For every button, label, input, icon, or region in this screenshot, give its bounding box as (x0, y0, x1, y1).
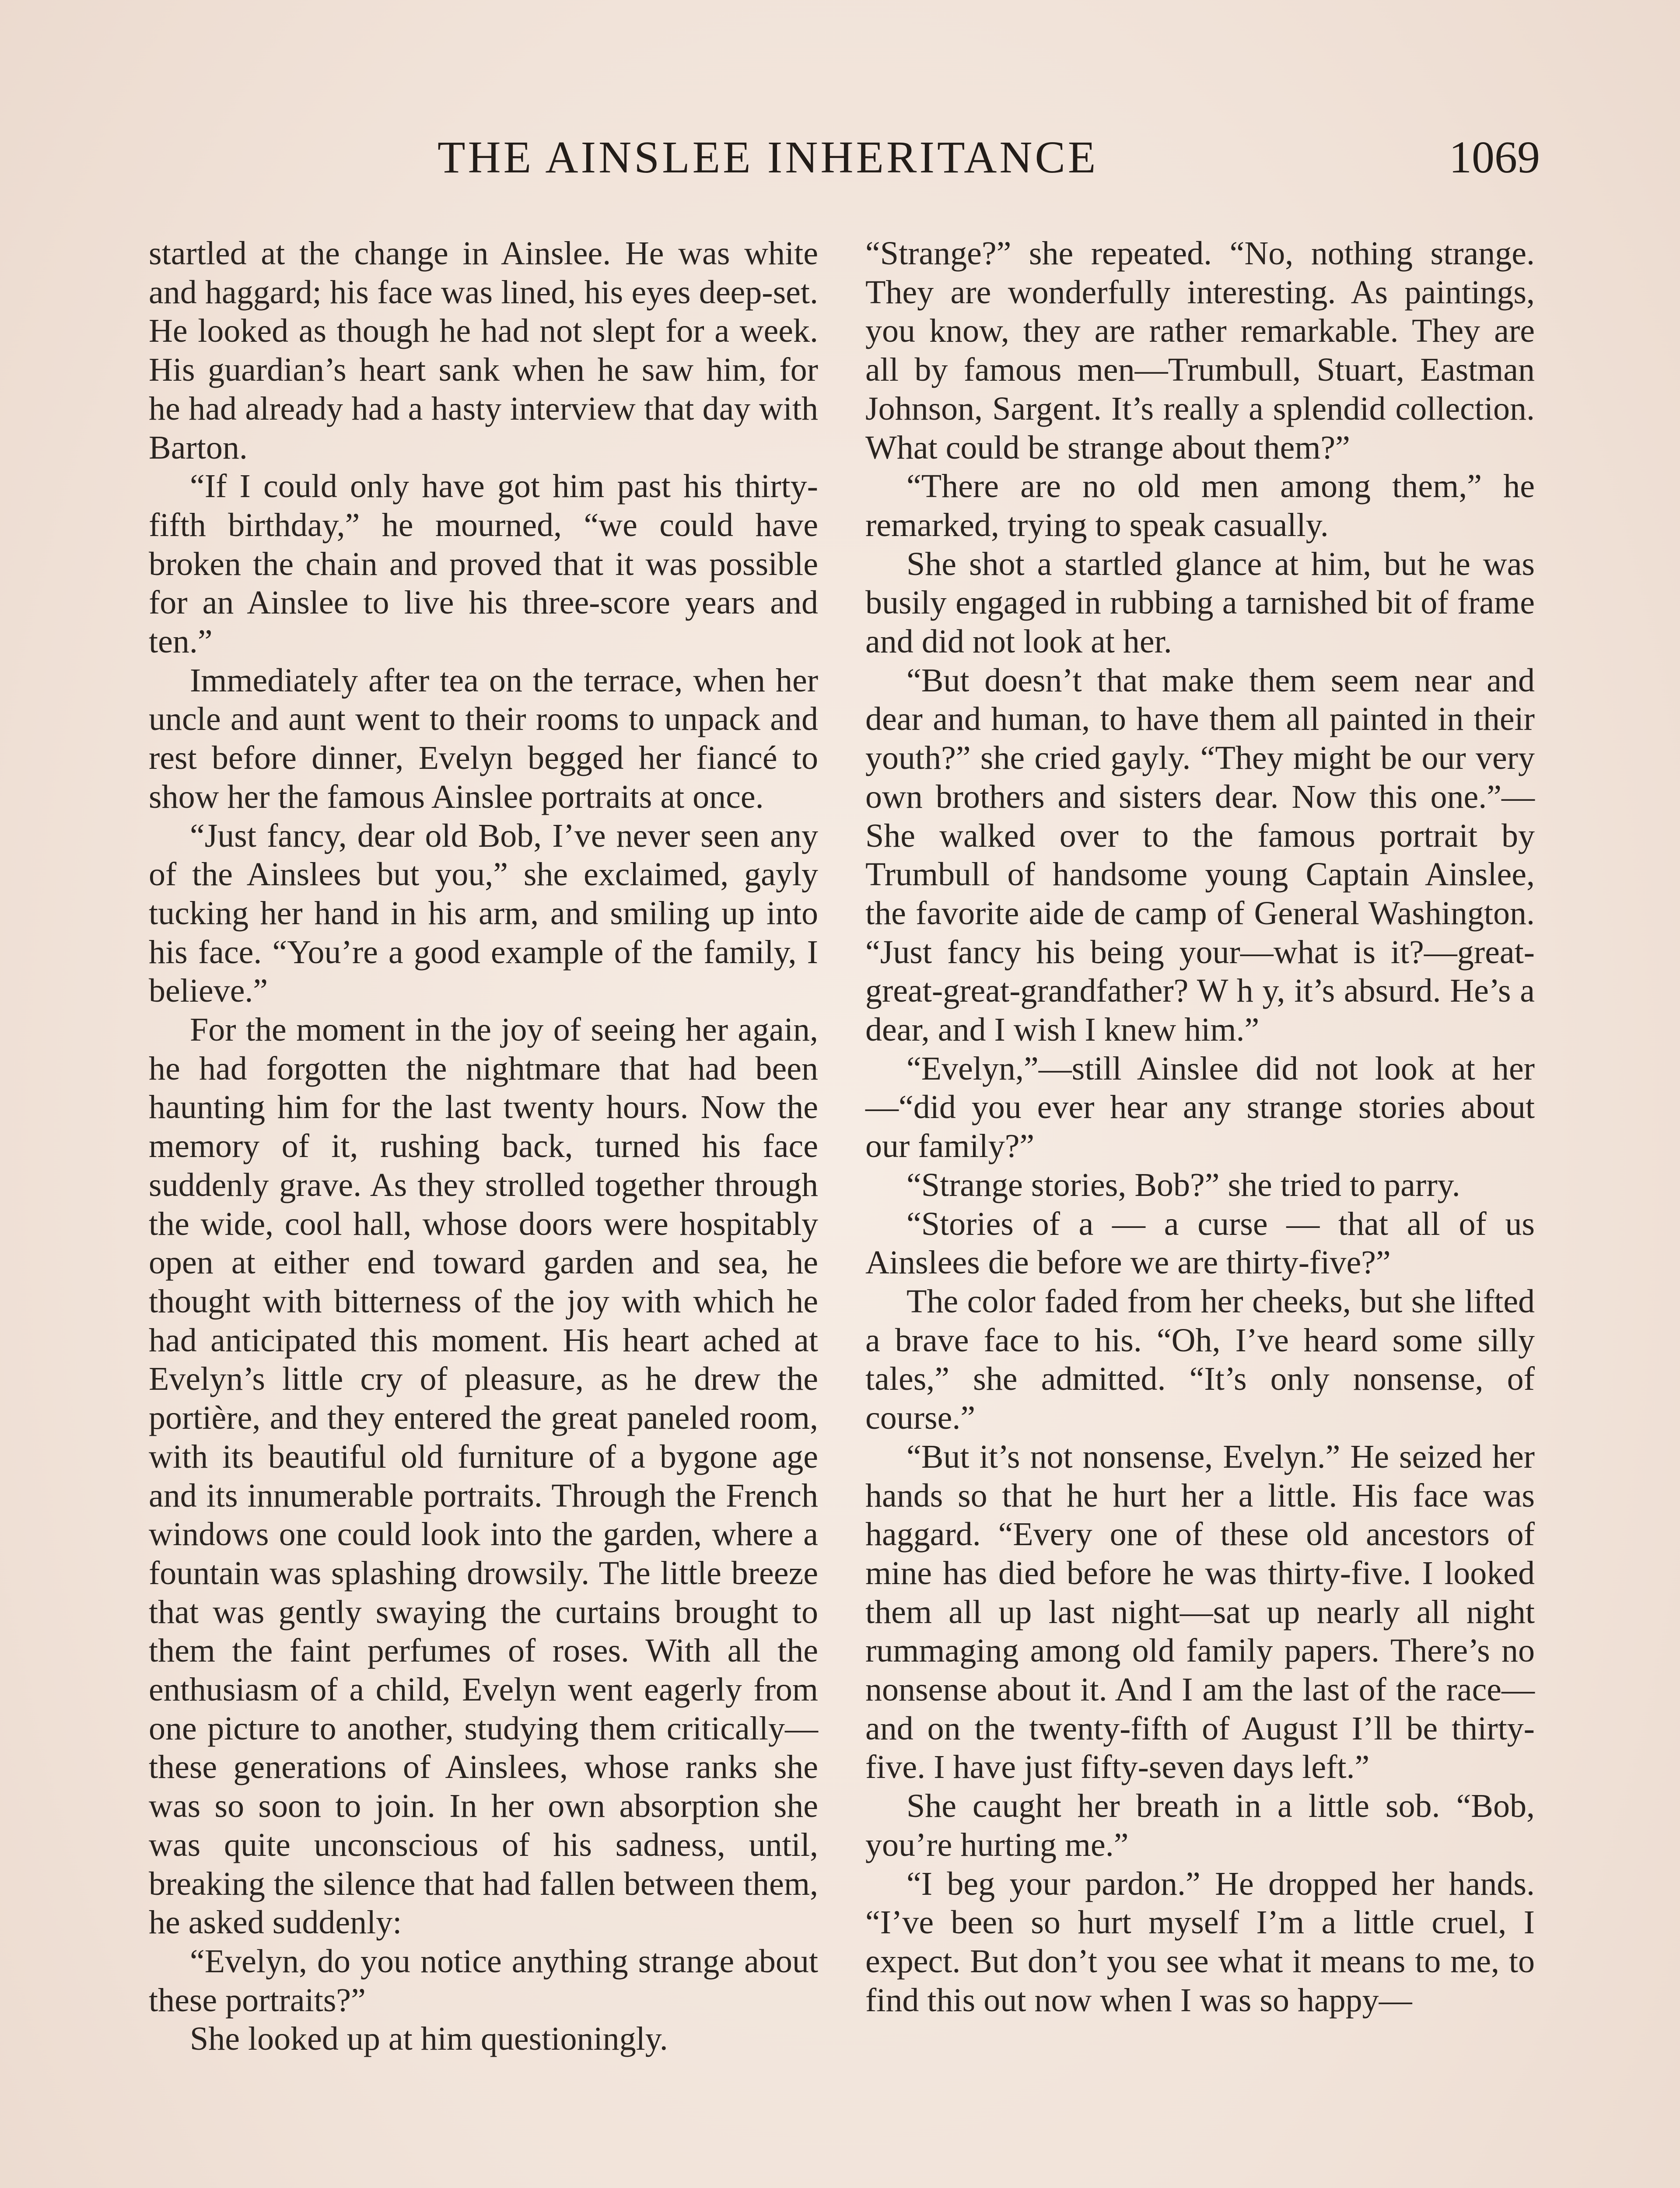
paragraph: She shot a startled glance at him, but he was busily engaged in rubbing a tarnished bit of frame and did not look at her. (865, 545, 1535, 660)
paragraph: “Strange?” she repeated. “No, nothing strange. They are wonderfully interesting. As paintings, you know, they are rather remarkable. They are all by famous men—Trumbull, Stuart, Eastman Johnson, Sargent. It’s really a splendid collection. What could be strange about them?” (865, 235, 1535, 466)
paragraph: The color faded from her cheeks, but she lifted a brave face to his. “Oh, I’ve heard some silly tales,” she admitted. “It’s only nonsense, of course.” (865, 1283, 1535, 1437)
paragraph: “Strange stories, Bob?” she tried to parry. (906, 1166, 1460, 1203)
running-title: THE AINSLEE INHERITANCE (438, 132, 1099, 182)
paragraph: “But it’s not nonsense, Evelyn.” He seized her hands so that he hurt her a little. His face was haggard. “Every one of these old ancestors of mine has died before he was thirty-five. I looked them all up last night—sat up nearly all night rummaging among old family papers. There’s no nonsense about it. And I am the last of the race—and on the twenty-fifth of August I’ll be thirty-five. I have just fifty-seven days left.” (865, 1438, 1535, 1786)
paragraph: “Evelyn,”—still Ainslee did not look at her—“did you ever hear any strange stories about our family?” (865, 1050, 1535, 1165)
paragraph: “Stories of a — a curse — that all of us Ainslees die before we are thirty-five?” (865, 1205, 1535, 1281)
paragraph: For the moment in the joy of seeing her again, he had forgotten the nightmare that had been haunting him for the last twenty hours. Now the memory of it, rushing back, turned his face suddenly grave. As they strolled together through the wide, cool hall, whose doors were hospitably open at either end toward garden and sea, he thought with bitterness of the joy with which he had anticipated this moment. His heart ached at Evelyn’s little cry of pleasure, as he drew the portière, and they entered the great paneled room, with its beautiful old furniture of a bygone age and its innumerable portraits. Through the French windows one could look into the garden, where a fountain was splashing drowsily. The little breeze that was gently swaying the curtains brought to them the faint perfumes of roses. With all the enthusiasm of a child, Evelyn went eagerly from one picture to another, studying them critically—these generations of Ainslees, whose ranks she was so soon to join. In her own absorption she was quite unconscious of his sadness, until, breaking the silence that had fallen between them, he asked suddenly: (149, 1011, 818, 1941)
page-number: 1069 (1449, 132, 1540, 182)
paragraph: “But doesn’t that make them seem near and dear and human, to have them all painted in their youth?” she cried gayly. “They might be our very own brothers and sisters dear. Now this one.”—She walked over to the famous portrait by Trumbull of handsome young Captain Ainslee, the favorite aide de camp of General Washington. “Just fancy his being your—what is it?—great-great-great-grandfather? W h y, it’s absurd. He’s a dear, and I wish I knew him.” (865, 662, 1535, 1048)
paragraph: Immediately after tea on the terrace, when her uncle and aunt went to their rooms to unpack and rest before dinner, Evelyn begged her fiancé to show her the famous Ainslee portraits at once. (149, 662, 818, 815)
paragraph: “If I could only have got him past his thirty-fifth birthday,” he mourned, “we could have broken the chain and proved that it was possible for an Ainslee to live his three-score years and ten.” (149, 468, 818, 660)
running-header (149, 131, 1540, 197)
paragraph: She looked up at him questioningly. (190, 2020, 668, 2058)
paragraph: “Evelyn, do you notice anything strange about these portraits?” (149, 1943, 818, 2019)
paragraph: “There are no old men among them,” he remarked, trying to speak casually. (865, 468, 1535, 543)
paragraph: startled at the change in Ainslee. He was white and haggard; his face was lined, his eyes deep-set. He looked as though he had not slept for a week. His guardian’s heart sank when he saw him, for he had already had a hasty interview that day with Barton. (149, 235, 818, 466)
paragraph: She caught her breath in a little sob. “Bob, you’re hurting me.” (865, 1788, 1535, 1863)
right-column (865, 234, 1535, 2020)
paragraph: “Just fancy, dear old Bob, I’ve never seen any of the Ainslees but you,” she exclaimed, gayly tucking her hand in his arm, and smiling up into his face. “You’re a good example of the family, I believe.” (149, 817, 818, 1010)
left-column (149, 234, 818, 2058)
paragraph: “I beg your pardon.” He dropped her hands. “I’ve been so hurt myself I’m a little cruel, I expect. But don’t you see what it means to me, to find this out now when I was so happy— (865, 1865, 1535, 2019)
